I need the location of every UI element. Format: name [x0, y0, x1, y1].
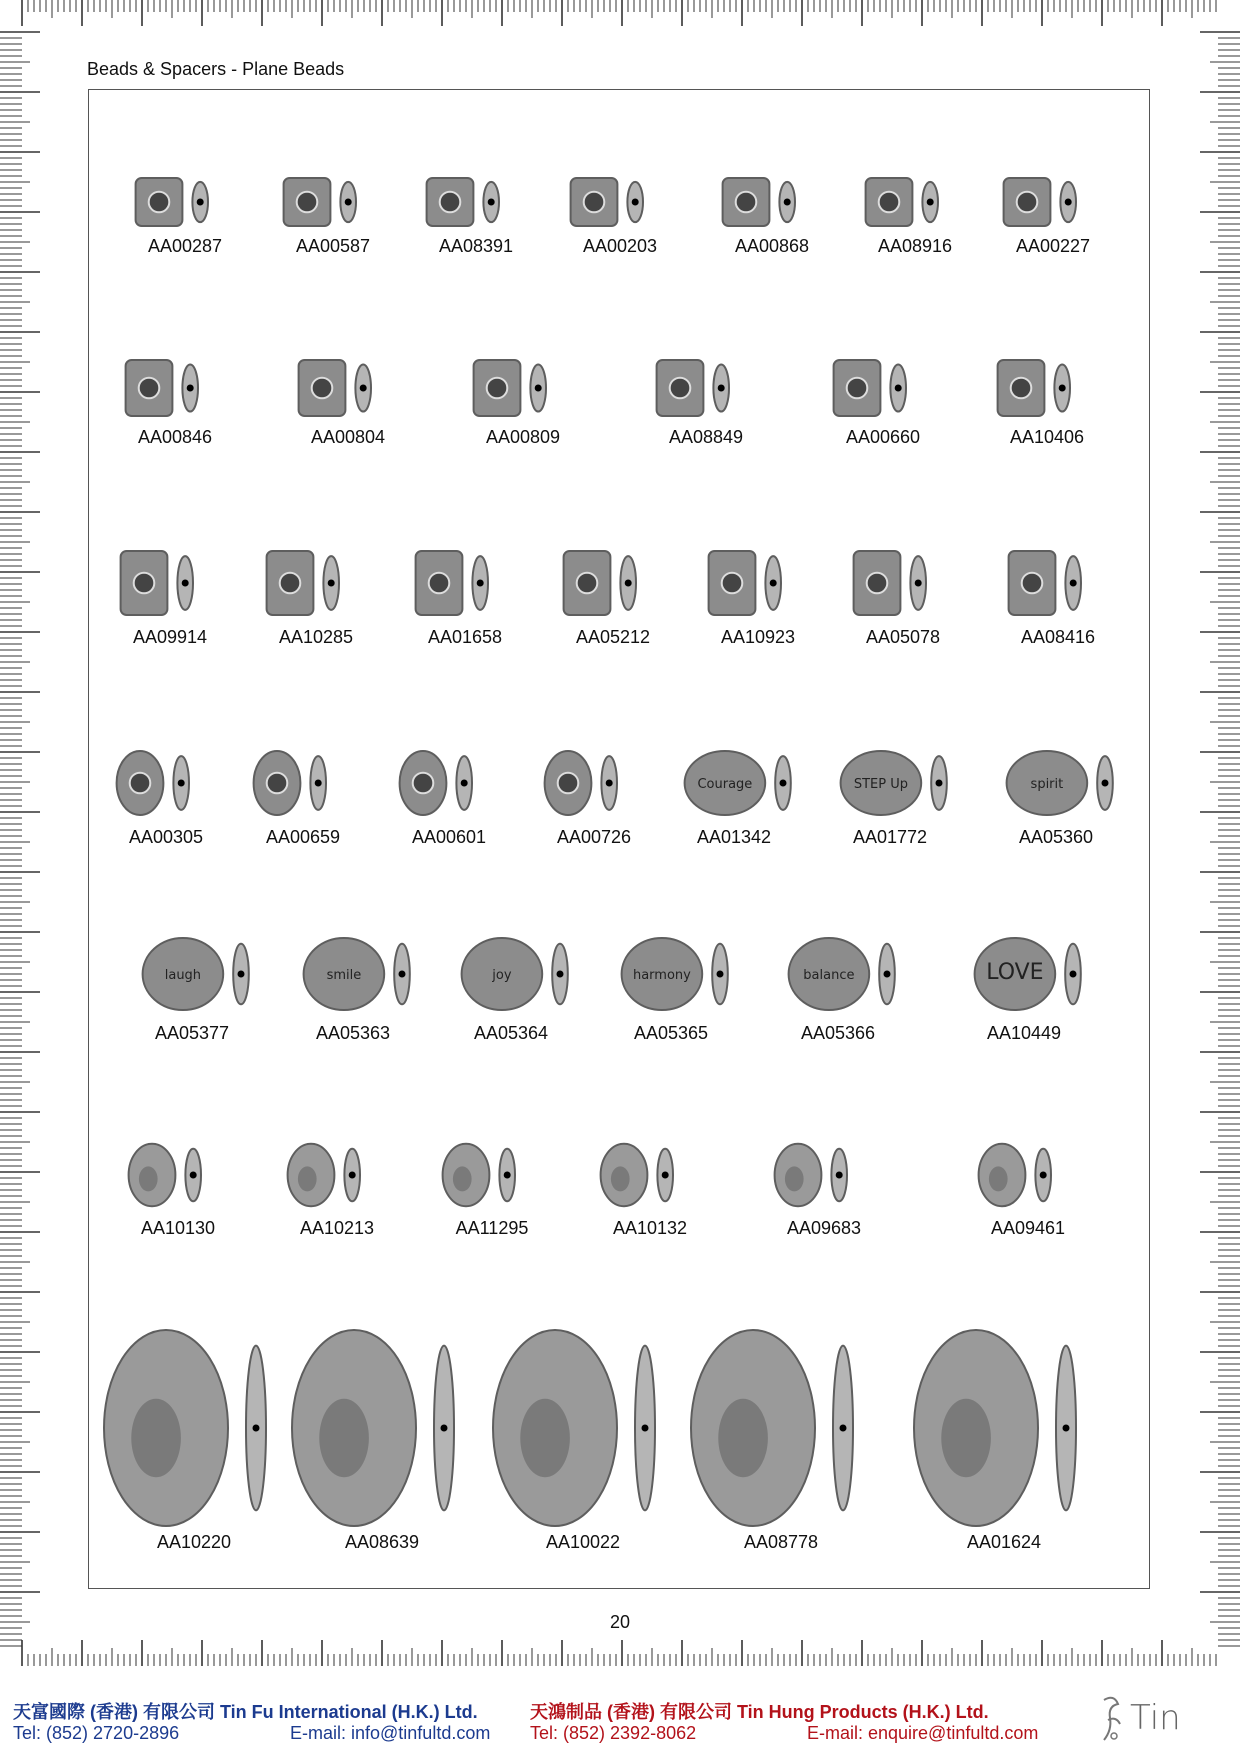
bead-item — [993, 538, 1123, 651]
bead-engraving: STEP Up — [853, 777, 908, 792]
item-code: AA10132 — [612, 1218, 688, 1238]
bead-image — [400, 543, 530, 623]
bead-item — [669, 740, 799, 851]
item-code: AA00659 — [265, 827, 341, 847]
item-code: AA08849 — [668, 427, 744, 447]
bead-item — [127, 928, 257, 1047]
bead-item — [446, 928, 576, 1047]
bead-item — [963, 1135, 1093, 1242]
bead-item — [773, 928, 903, 1047]
bead-engraving: laugh — [164, 968, 202, 983]
bead-image — [693, 543, 823, 623]
bead-item — [850, 160, 980, 260]
bead-image — [850, 172, 980, 232]
item-code: AA01772 — [852, 827, 928, 847]
bead-image — [982, 353, 1112, 423]
bead-image — [838, 543, 968, 623]
bead-item — [384, 740, 514, 851]
bead-image — [251, 543, 381, 623]
bead-item — [707, 160, 837, 260]
bead-item — [759, 1135, 889, 1242]
bead-image — [127, 929, 257, 1019]
bead-image — [681, 1328, 881, 1528]
bead-item — [113, 1135, 243, 1242]
bead-image — [238, 743, 368, 823]
bead-image — [963, 1136, 1093, 1214]
item-code: AA10220 — [156, 1532, 232, 1552]
bead-image — [773, 929, 903, 1019]
bead-item — [105, 538, 235, 651]
bead-item — [94, 1320, 294, 1556]
logo-text: Tin — [1130, 1698, 1181, 1738]
item-code: AA00305 — [128, 827, 204, 847]
item-code: AA00587 — [295, 236, 371, 256]
bead-item — [101, 740, 231, 851]
bead-image — [427, 1136, 557, 1214]
item-code: AA01342 — [696, 827, 772, 847]
bead-item — [555, 160, 685, 260]
bead-engraving: balance — [803, 968, 855, 983]
item-code: AA08391 — [438, 236, 514, 256]
item-code: AA09461 — [990, 1218, 1066, 1238]
bead-image — [548, 543, 678, 623]
item-code: AA05366 — [800, 1023, 876, 1043]
bead-image — [288, 929, 418, 1019]
item-code: AA10130 — [140, 1218, 216, 1238]
item-code: AA00227 — [1015, 236, 1091, 256]
bead-item — [548, 538, 678, 651]
bead-image — [272, 1136, 402, 1214]
bead-image — [993, 543, 1123, 623]
bead-image — [585, 1136, 715, 1214]
bead-item — [988, 160, 1118, 260]
item-code: AA00287 — [147, 236, 223, 256]
bead-item — [110, 350, 240, 451]
bead-image — [120, 172, 250, 232]
bead-item — [411, 160, 541, 260]
item-code: AA08416 — [1020, 627, 1096, 647]
bead-image — [555, 172, 685, 232]
item-code: AA09683 — [786, 1218, 862, 1238]
item-code: AA01658 — [427, 627, 503, 647]
item-code: AA00660 — [845, 427, 921, 447]
bead-engraving: spirit — [1030, 777, 1064, 792]
item-code: AA05363 — [315, 1023, 391, 1043]
bead-item — [272, 1135, 402, 1242]
item-code: AA08639 — [344, 1532, 420, 1552]
item-code: AA00868 — [734, 236, 810, 256]
bead-image — [384, 743, 514, 823]
bead-image — [991, 743, 1121, 823]
bead-image — [113, 1136, 243, 1214]
bead-engraving: Courage — [697, 777, 753, 792]
bead-item — [825, 740, 955, 851]
item-code: AA10923 — [720, 627, 796, 647]
bead-item — [238, 740, 368, 851]
item-code: AA10449 — [986, 1023, 1062, 1043]
footer-email-right[interactable]: E-mail: enquire@tinfultd.com — [807, 1723, 1039, 1743]
bead-image — [458, 353, 588, 423]
bead-image — [529, 743, 659, 823]
bead-image — [759, 1136, 889, 1214]
bead-item — [251, 538, 381, 651]
bead-item — [838, 538, 968, 651]
bead-engraving: smile — [326, 968, 362, 983]
item-code: AA08916 — [877, 236, 953, 256]
bead-item — [288, 928, 418, 1047]
bead-image — [641, 353, 771, 423]
bead-image — [988, 172, 1118, 232]
bead-item — [818, 350, 948, 451]
bead-item — [606, 928, 736, 1047]
item-code: AA00809 — [485, 427, 561, 447]
bead-item — [904, 1320, 1104, 1556]
item-code: AA10406 — [1009, 427, 1085, 447]
bead-image — [818, 353, 948, 423]
bead-image — [101, 743, 231, 823]
item-code: AA00203 — [582, 236, 658, 256]
item-code: AA10022 — [545, 1532, 621, 1552]
bead-item — [120, 160, 250, 260]
bead-image — [268, 172, 398, 232]
bead-item — [268, 160, 398, 260]
item-code: AA05365 — [633, 1023, 709, 1043]
item-code: AA09914 — [132, 627, 208, 647]
bead-item — [641, 350, 771, 451]
bead-image — [669, 743, 799, 823]
item-code: AA08778 — [743, 1532, 819, 1552]
right-ruler — [1198, 30, 1240, 1650]
footer-tel-left: Tel: (852) 2720-2896 — [13, 1723, 180, 1743]
bead-item — [585, 1135, 715, 1242]
bead-item — [991, 740, 1121, 851]
bead-item — [427, 1135, 557, 1242]
item-code: AA00804 — [310, 427, 386, 447]
item-code: AA05360 — [1018, 827, 1094, 847]
bead-engraving: harmony — [632, 968, 691, 983]
bead-item — [282, 1320, 482, 1556]
bead-image — [282, 1328, 482, 1528]
item-code: AA05212 — [575, 627, 651, 647]
top-ruler — [20, 0, 1220, 26]
bead-image — [446, 929, 576, 1019]
bottom-ruler — [20, 1640, 1220, 1666]
bead-image — [606, 929, 736, 1019]
bead-item — [693, 538, 823, 651]
item-code: AA05377 — [154, 1023, 230, 1043]
item-code: AA05078 — [865, 627, 941, 647]
bead-image — [707, 172, 837, 232]
footer-company-right: 天鴻制品 (香港) 有限公司 Tin Hung Products (H.K.) Ltd. — [530, 1702, 989, 1722]
item-code: AA00726 — [556, 827, 632, 847]
item-code: AA00601 — [411, 827, 487, 847]
bead-image — [105, 543, 235, 623]
bead-image — [411, 172, 541, 232]
bead-item — [458, 350, 588, 451]
bead-image — [904, 1328, 1104, 1528]
bead-image — [110, 353, 240, 423]
bead-item — [959, 928, 1089, 1047]
left-ruler — [0, 30, 40, 1650]
item-code: AA10213 — [299, 1218, 375, 1238]
item-code: AA01624 — [966, 1532, 1042, 1552]
bead-image — [483, 1328, 683, 1528]
bead-image — [825, 743, 955, 823]
bead-image — [94, 1328, 294, 1528]
bead-engraving: joy — [492, 968, 512, 983]
item-code: AA05364 — [473, 1023, 549, 1043]
bead-item — [283, 350, 413, 451]
item-code: AA11295 — [455, 1218, 529, 1238]
bead-item — [483, 1320, 683, 1556]
footer-email-left[interactable]: E-mail: info@tinfultd.com — [290, 1723, 491, 1743]
bead-image — [959, 929, 1089, 1019]
item-code: AA10285 — [278, 627, 354, 647]
section-title: Beads & Spacers - Plane Beads — [87, 59, 345, 79]
bead-item — [982, 350, 1112, 451]
bead-image — [283, 353, 413, 423]
item-code: AA00846 — [137, 427, 213, 447]
page-number: 20 — [609, 1612, 631, 1632]
bead-item — [681, 1320, 881, 1556]
bead-item — [529, 740, 659, 851]
bead-item — [400, 538, 530, 651]
bead-engraving: LOVE — [986, 960, 1044, 985]
footer-company-left: 天富國際 (香港) 有限公司 Tin Fu International (H.K.) Ltd. — [13, 1702, 478, 1722]
footer-tel-right: Tel: (852) 2392-8062 — [530, 1723, 697, 1743]
